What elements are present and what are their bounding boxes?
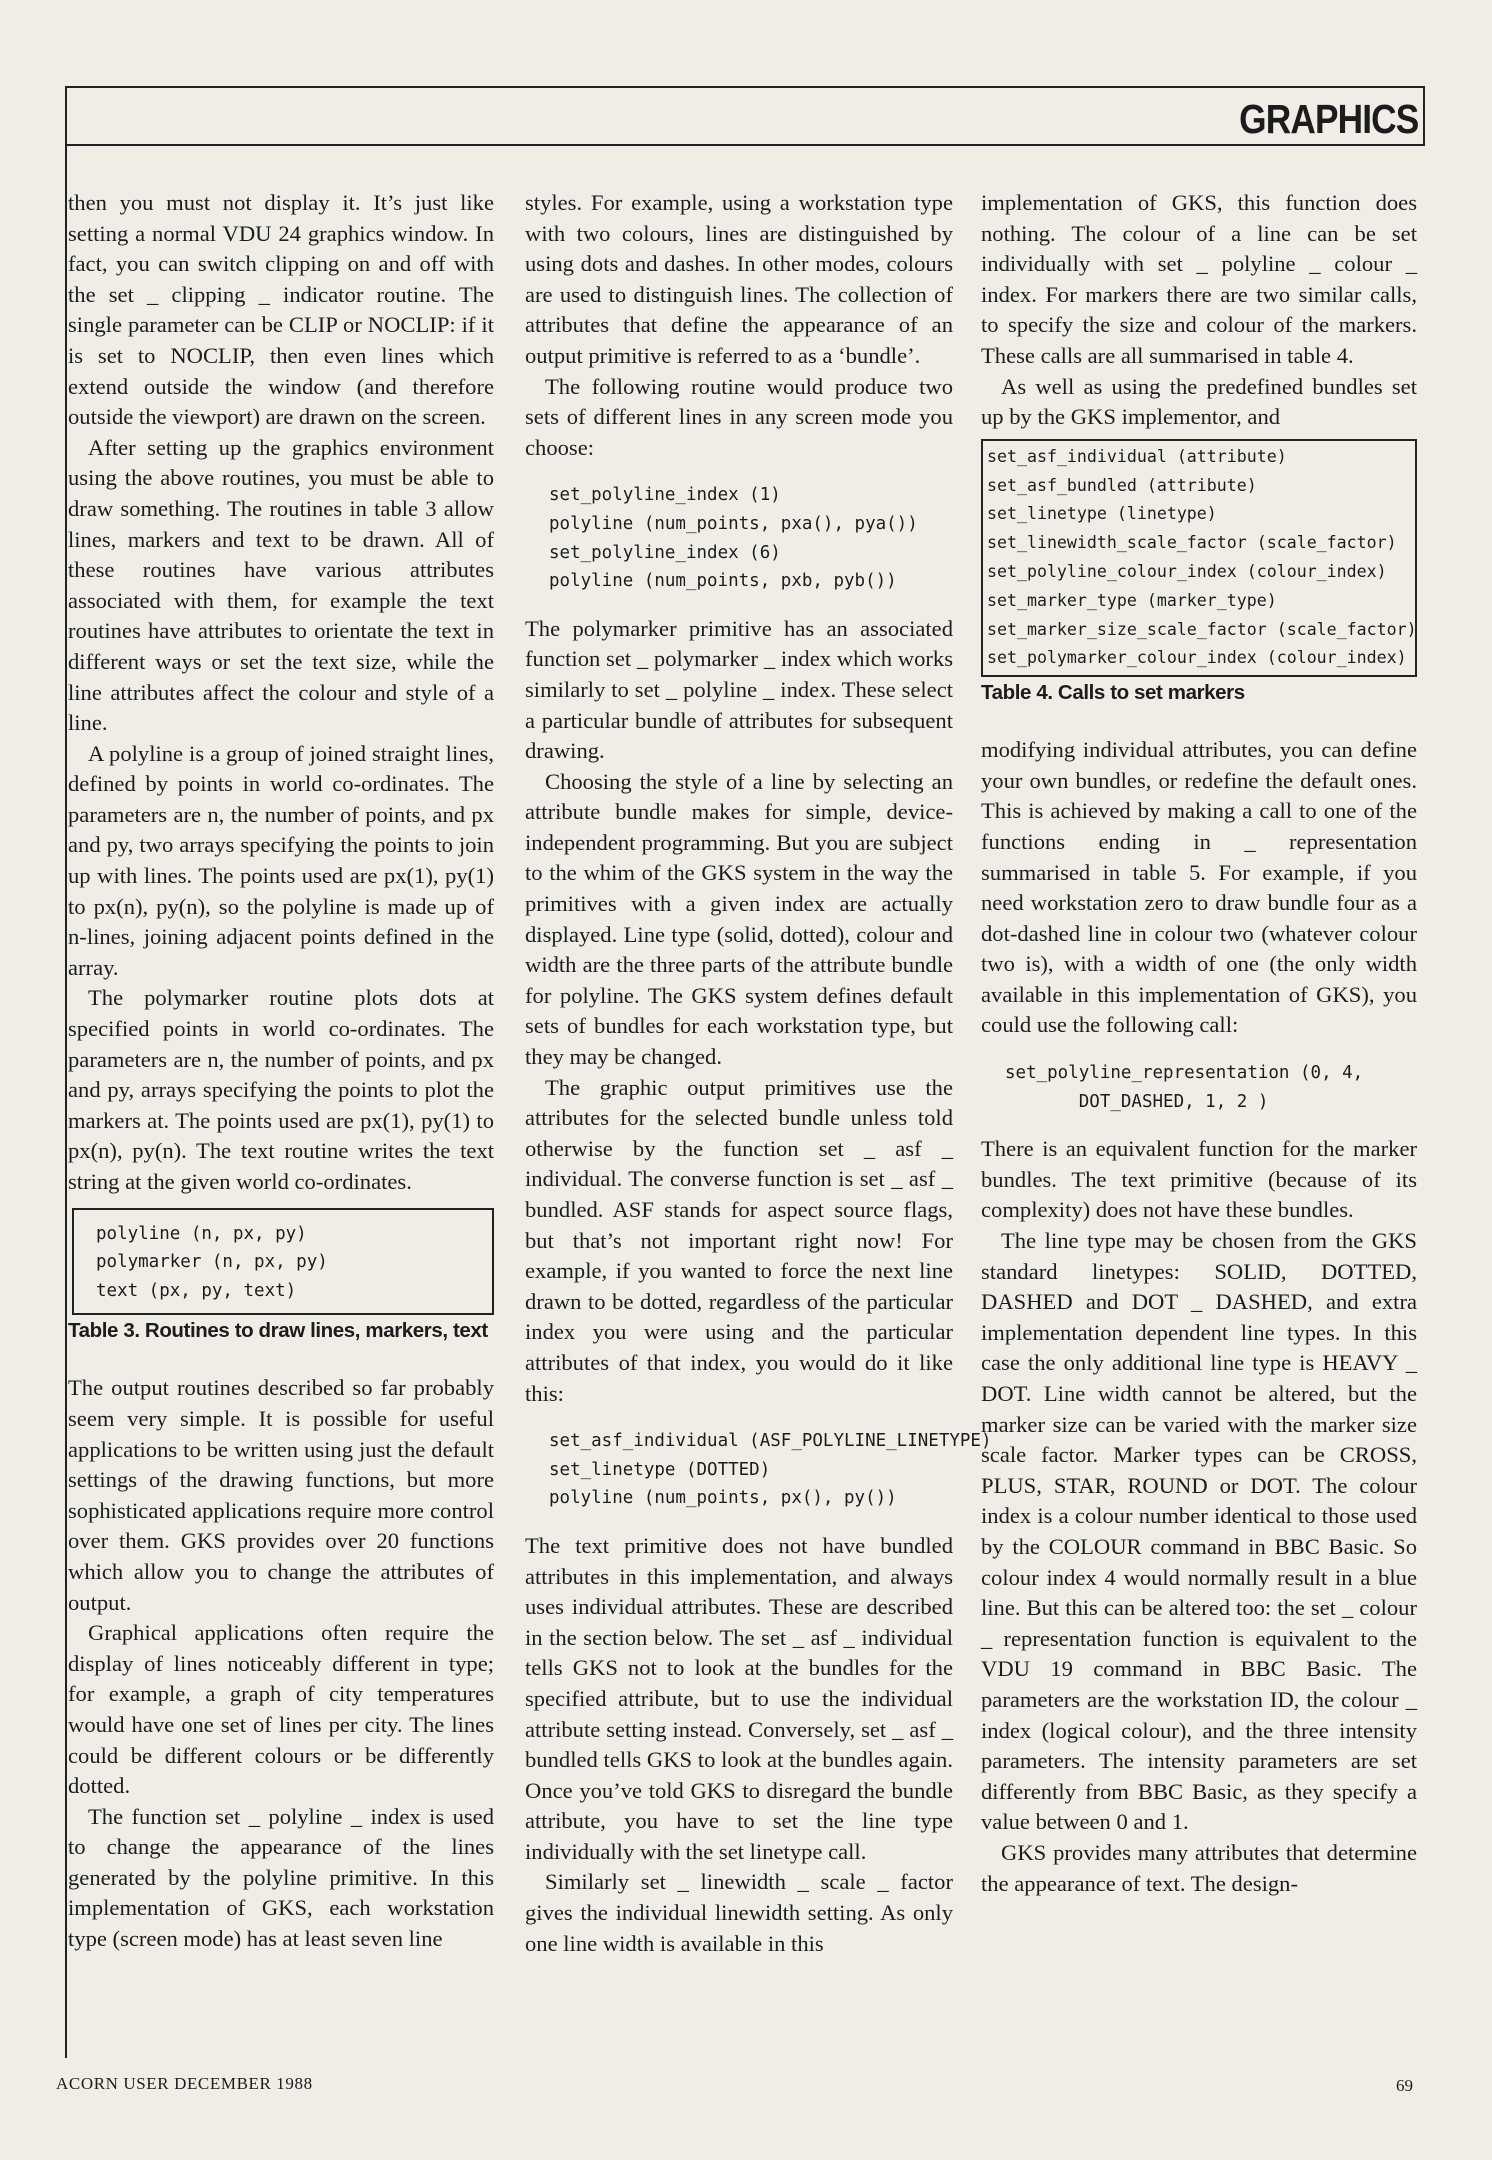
paragraph: The text primitive does not have bundled attributes in this implementation, and always uses individual attributes. These are described in the section below. The set _ asf _ individual tells GKS not to look at the bundles for the specified attribute, but to use the individual attribute setting instead. Conversely, set _ asf _ bundled tells GKS to look at the bundles again. Once you’ve told GKS to disregard the bundle attribute, you have to set the line type individually with the set linetype call. bbox=[525, 1532, 953, 1864]
code-line: polyline (n, px, py) bbox=[96, 1223, 307, 1244]
code-line: set_asf_individual (ASF_POLYLINE_LINETYPE) bbox=[549, 1431, 992, 1452]
paragraph: The following routine would produce two sets of different lines in any screen mode you choose: bbox=[525, 373, 953, 460]
paragraph: The polymarker primitive has an associated function set _ polymarker _ index which works similarly to set _ polyline _ index. These select a particular bundle of attributes for subsequent drawing. bbox=[525, 615, 953, 764]
paragraph: Choosing the style of a line by selecting an attribute bundle makes for simple, device-independent programming. But you are subject to the whim of the GKS system in the way the primitives with a given index are actually displayed. Line type (solid, dotted), colour and width are the three parts of the attribute bundle for polyline. The GKS system defines default sets of bundles for each workstation type, but they may be changed. bbox=[525, 768, 953, 1070]
code-line: set_polyline_colour_index (colour_index) bbox=[987, 561, 1387, 581]
paragraph: The output routines described so far probably seem very simple. It is possible for useful applications to be written using just the default settings of the drawing functions, but more sophisticated applications require more control over them. GKS provides over 20 functions which allow you to change the attributes of output. bbox=[68, 1375, 494, 1615]
paragraph: GKS provides many attributes that determine the appearance of text. The design- bbox=[981, 1839, 1417, 1896]
code-example-2 bbox=[525, 1409, 992, 1531]
code-line: polyline (num_points, px(), py()) bbox=[549, 1488, 897, 1509]
paragraph: As well as using the predefined bundles set up by the GKS implementor, and bbox=[981, 373, 1417, 430]
code-line: set_linetype (linetype) bbox=[987, 504, 1217, 524]
frame-top-rule bbox=[65, 86, 1425, 88]
code-line: polymarker (n, px, py) bbox=[96, 1252, 328, 1273]
section-title: GRAPHICS bbox=[1238, 96, 1418, 142]
frame-right-rule bbox=[1423, 86, 1425, 146]
code-example-1 bbox=[525, 463, 953, 613]
paragraph: Similarly set _ linewidth _ scale _ factor gives the individual linewidth setting. As only one line width is available in this bbox=[525, 1869, 953, 1956]
table-4-code-box bbox=[981, 439, 1417, 677]
code-line: set_linewidth_scale_factor (scale_factor) bbox=[987, 533, 1397, 553]
code-line: set_polyline_index (1) bbox=[549, 485, 781, 506]
publication-footer: ACORN USER DECEMBER 1988 bbox=[56, 2074, 313, 2093]
code-line: set_polyline_representation (0, 4, bbox=[1005, 1063, 1364, 1084]
paragraph: After setting up the graphics environment using the above routines, you must be able to draw something. The routines in table 3 allow lines, markers and text to be drawn. All of these routines have various attributes associated with them, for example the text routines have attributes to orientate the text in different ways or set the text size, while the line attributes affect the colour and style of a line. bbox=[68, 434, 494, 736]
paragraph: The graphic output primitives use the attributes for the selected bundle unless told otherwise by the function set _ asf _ individual. The converse function is set _ asf _ bundled. ASF stands for aspect source flags, but that’s not important right now! For example, if you wanted to force the next line drawn to be dotted, regardless of the particular index you were using and the particular attributes of that index, you would do it like this: bbox=[525, 1074, 953, 1406]
code-line: set_polymarker_colour_index (colour_index) bbox=[987, 648, 1407, 668]
table-3-caption: Table 3. Routines to draw lines, markers, text bbox=[68, 1319, 488, 1343]
paragraph: styles. For example, using a workstation type with two colours, lines are distinguished by using dots and dashes. In other modes, colours are used to distinguish lines. The collection of attributes that define the appearance of an output primitive is referred to as a ‘bundle’. bbox=[525, 190, 953, 368]
code-line: polyline (num_points, pxa(), pya()) bbox=[549, 513, 918, 534]
code-example-3 bbox=[981, 1041, 1417, 1134]
paragraph: There is an equivalent function for the marker bundles. The text primitive (because of its complexity) does not have these bundles. bbox=[981, 1136, 1417, 1223]
code-line: set_linetype (DOTTED) bbox=[549, 1459, 771, 1480]
code-line: set_asf_individual (attribute) bbox=[987, 446, 1287, 466]
paragraph: A polyline is a group of joined straight lines, defined by points in world co-ordinates. The parameters are n, the number of points, and px and py, two arrays specifying the points to join up with lines. The points used are px(1), py(1) to px(n), py(n), so the polyline is made up of n-lines, joining adjacent points defined in the array. bbox=[68, 740, 494, 980]
column-1 bbox=[68, 188, 494, 1955]
paragraph: modifying individual attributes, you can define your own bundles, or redefine the default ones. This is achieved by making a call to one of the functions ending in _ representation summarised in table 5. For example, if you need workstation zero to draw bundle four as a dot-dashed line in colour two (whatever colour two is), with a width of one (the only width available in this implementation of GKS), you could use the following call: bbox=[981, 737, 1417, 1038]
code-line: polyline (num_points, pxb, pyb()) bbox=[549, 571, 897, 592]
header-rule bbox=[65, 144, 1425, 146]
paragraph: implementation of GKS, this function does nothing. The colour of a line can be set individually with set _ polyline _ colour _ index. For markers there are two similar calls, to specify the size and colour of the markers. These calls are all summarised in table 4. bbox=[981, 190, 1417, 368]
paragraph: The polymarker routine plots dots at specified points in world co-ordinates. The parameters are n, the number of points, and px and py, arrays specifying the points to plot the markers at. The points used are px(1), py(1) to px(n), py(n). The text routine writes the text string at the given world co-ordinates. bbox=[68, 985, 494, 1194]
page-number: 69 bbox=[1396, 2076, 1413, 2095]
code-line: DOT_DASHED, 1, 2 ) bbox=[1005, 1091, 1269, 1112]
code-line: set_marker_size_scale_factor (scale_factor) bbox=[987, 619, 1417, 639]
paragraph: Graphical applications often require the display of lines noticeably different in type; for example, a graph of city temperatures would have one set of lines per city. The lines could be different colours or be differently dotted. bbox=[68, 1620, 494, 1799]
paragraph: then you must not display it. It’s just like setting a normal VDU 24 graphics window. In fact, you can switch clipping on and off with the set _ clipping _ indicator routine. The single parameter can be CLIP or NOCLIP: if it is set to NOCLIP, then even lines which extend outside the window (and therefore outside the viewport) are drawn on the screen. bbox=[68, 190, 494, 430]
paragraph: The function set _ polyline _ index is used to change the appearance of the lines generated by the polyline primitive. In this implementation of GKS, each workstation type (screen mode) has at least seven line bbox=[68, 1803, 494, 1952]
code-line: set_polyline_index (6) bbox=[549, 542, 781, 563]
paragraph: The line type may be chosen from the GKS standard linetypes: SOLID, DOTTED, DASHED and DOT _ DASHED, and extra implementation dependent line types. In this case the only additional line type is HEAVY _ DOT. Line width cannot be altered, but the marker size can be varied with the marker size scale factor. Marker types can be CROSS, PLUS, STAR, ROUND or DOT. The colour index is a colour number identical to those used by the COLOUR command in BBC Basic. So colour index 4 would normally result in a blue line. But this can be altered too: the set _ colour _ representation function is equivalent to the VDU 19 command in BBC Basic. The parameters are the workstation ID, the colour _ index (logical colour), and the three intensity parameters. The intensity parameters are set differently from BBC Basic, as they specify a value between 0 and 1. bbox=[981, 1228, 1417, 1835]
table-4-caption: Table 4. Calls to set markers bbox=[981, 681, 1245, 705]
frame-left-rule bbox=[65, 86, 67, 2058]
code-line: text (px, py, text) bbox=[96, 1280, 297, 1301]
column-3 bbox=[981, 188, 1417, 1899]
code-line: set_asf_bundled (attribute) bbox=[987, 475, 1257, 495]
column-2 bbox=[525, 188, 992, 1959]
code-line: set_marker_type (marker_type) bbox=[987, 590, 1277, 610]
table-3-code-box bbox=[72, 1208, 494, 1316]
